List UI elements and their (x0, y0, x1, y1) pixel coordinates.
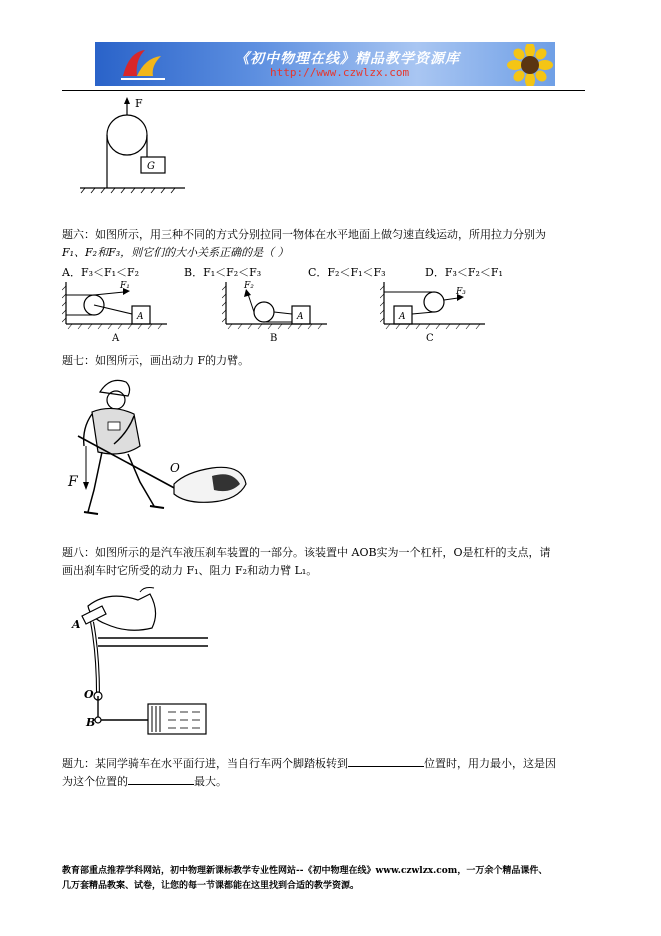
q9-line2-part2: 最大。 (194, 775, 227, 788)
q6-b-force-label: F₂ (244, 281, 254, 291)
q6-option-a: A．F₃＜F₁＜F₂ (62, 266, 140, 279)
q9-blank-2[interactable] (128, 772, 194, 785)
q6-option-b: B．F₁＜F₂＜F₃ (184, 266, 262, 279)
footer-line1: 教育部重点推荐学科网站，初中物理新课标教学专业性网站--《初中物理在线》www.czwlzx.com，一万余个精品课件、 (62, 866, 548, 876)
q8-line2: 画出刹车时它所受的动力 F₁、阻力 F₂和动力臂 L₁。 (62, 564, 318, 577)
footer-line2: 几万套精品教案、试卷，让您的每一节课都能在这里找到合适的教学资源。 (62, 881, 360, 891)
header-banner (95, 42, 555, 86)
q7-label-O: O (170, 461, 180, 475)
sunflower-image (505, 44, 555, 86)
q8-brake-figure (68, 584, 213, 736)
q6-line2: F₁、F₂和F₃，则它们的大小关系正确的是（ ） (62, 246, 289, 259)
q6-diagram-b (222, 278, 332, 348)
q6-c-caption: C (426, 333, 434, 344)
q9-line2 (62, 772, 227, 790)
site-logo (115, 46, 175, 84)
pulley-label-F: F (135, 97, 143, 110)
q6-a-block-label: A (137, 312, 144, 322)
banner-title: 《初中物理在线》精品教学资源库 (235, 51, 460, 67)
banner-url: http://www.czwlzx.com (270, 66, 410, 79)
q6-b-caption: B (270, 333, 278, 344)
q6-option-d: D．F₃＜F₂＜F₁ (425, 266, 503, 279)
q7-shovel-figure (62, 372, 262, 524)
q8-label-O: O (84, 688, 94, 701)
pulley-label-G: G (147, 161, 155, 172)
pulley-figure (75, 95, 195, 195)
q6-c-force-label: F₃ (456, 287, 466, 297)
q9-line2-part1: 为这个位置的 (62, 775, 128, 788)
header-divider (62, 90, 585, 91)
q9-blank-1[interactable] (348, 754, 424, 767)
q6-b-block-label: A (297, 312, 304, 322)
q8-label-B: B (86, 716, 96, 729)
q9-line1-part2: 位置时，用力最小，这是因 (424, 757, 556, 770)
q6-option-c: C．F₂＜F₁＜F₃ (308, 266, 386, 279)
q7-label-F: F (68, 474, 78, 490)
q6-diagram-a (62, 278, 172, 348)
q9-line1-part1: 题九：某同学骑车在水平面行进，当自行车两个脚踏板转到 (62, 757, 348, 770)
q8-line1: 题八：如图所示的是汽车液压刹车装置的一部分。该装置中 AOB实为一个杠杆，O是杠杆的支点，请 (62, 546, 551, 559)
q6-a-caption: A (112, 333, 120, 344)
q9-line1 (62, 754, 556, 772)
q6-line1: 题六：如图所示，用三种不同的方式分别拉同一物体在水平地面上做匀速直线运动，所用拉力分别为 (62, 228, 546, 241)
q6-a-force-label: F₁ (120, 281, 130, 291)
q6-diagram-c (380, 278, 490, 348)
q8-label-A: A (72, 618, 81, 631)
q6-c-block-label: A (399, 312, 406, 322)
q7-text: 题七：如图所示，画出动力 F的力臂。 (62, 354, 250, 367)
